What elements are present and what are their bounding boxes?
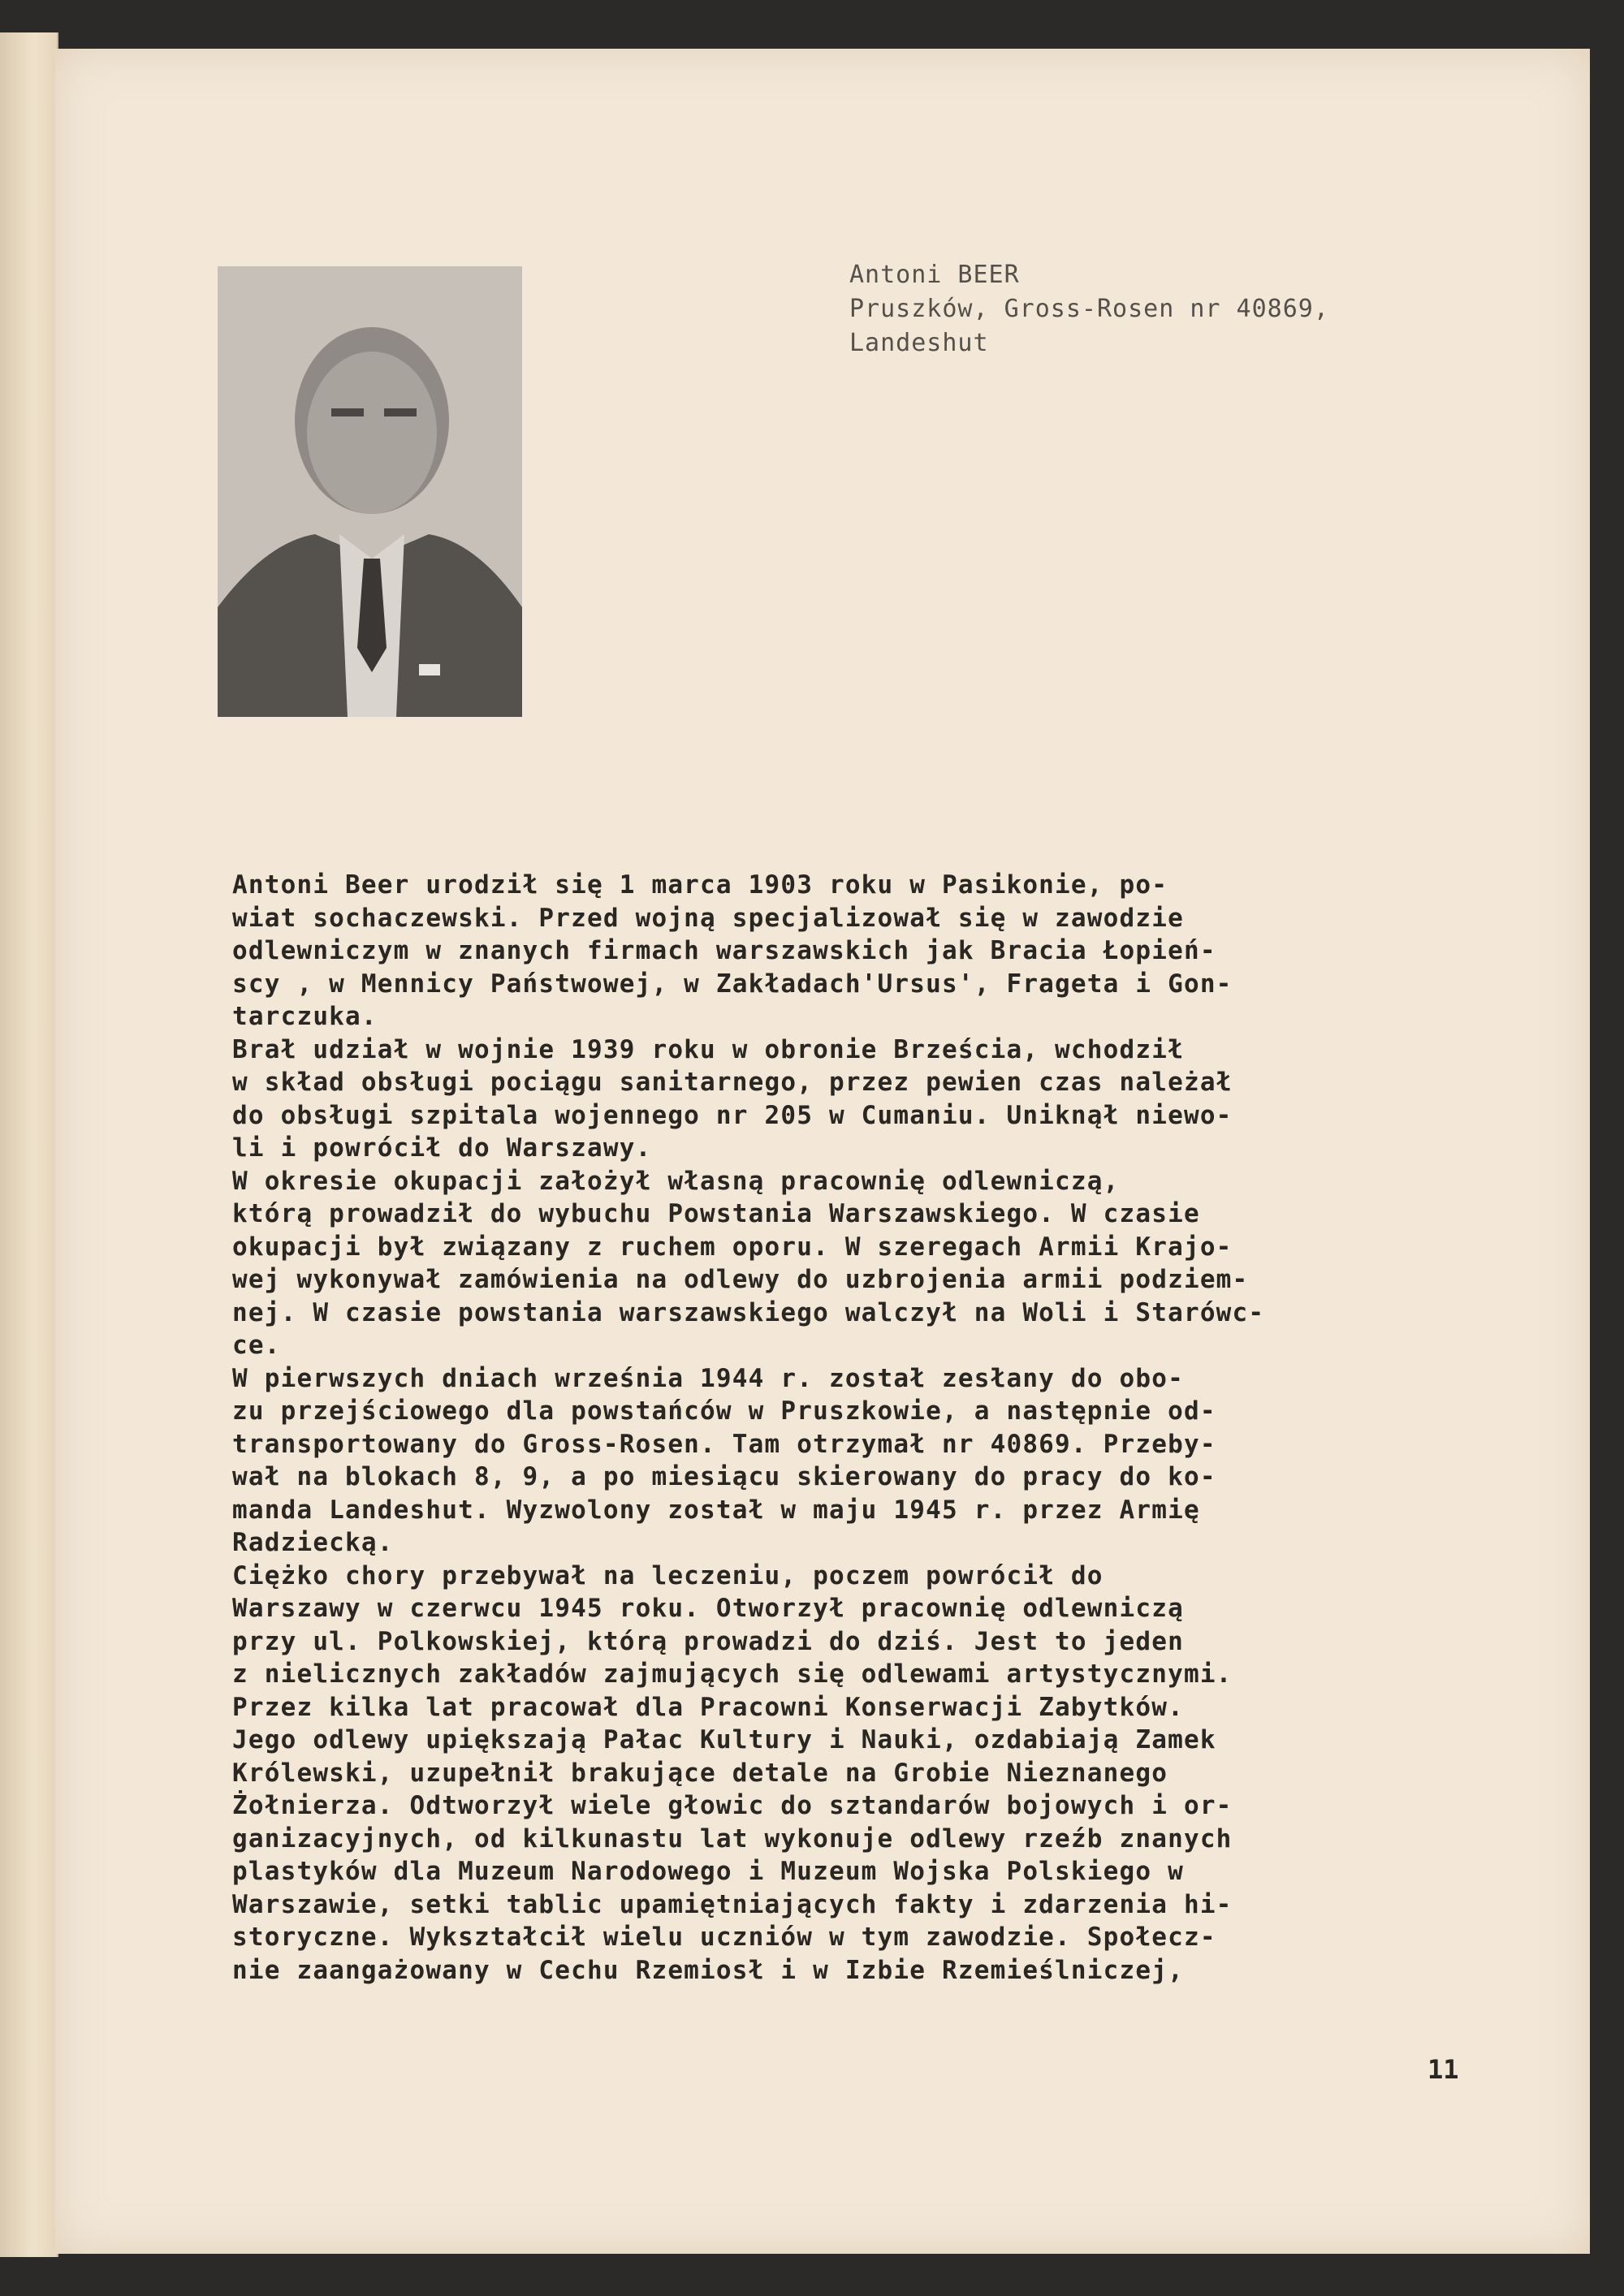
text-line: tarczuka. (232, 1002, 378, 1031)
text-line: W okresie okupacji założył własną pracownię odlewniczą, (232, 1166, 1120, 1196)
person-name: Antoni BEER (849, 261, 1020, 289)
document-header (849, 258, 1515, 360)
text-line: ganizacyjnych, od kilkunastu lat wykonuje odlewy rzeźb znanych (232, 1823, 1233, 1854)
text-line: Przez kilka lat pracował dla Pracowni Konserwacji Zabytków. (232, 1692, 1184, 1722)
text-line: Królewski, uzupełnił brakujące detale na Grobie Nieznanego (232, 1758, 1168, 1788)
text-line: storyczne. Wykształcił wielu uczniów w tym zawodzie. Społecz- (232, 1923, 1216, 1952)
camp-list: Pruszków, Gross-Rosen nr 40869, (849, 295, 1329, 323)
text-line: W pierwszych dniach września 1944 r. został zesłany do obo- (232, 1363, 1184, 1393)
text-line: Warszawie, setki tablic upamiętniających fakty i zdarzenia hi- (232, 1889, 1233, 1919)
text-line: przy ul. Polkowskiej, którą prowadzi do dziś. Jest to jeden (232, 1626, 1184, 1656)
text-line: Radziecką. (232, 1528, 394, 1557)
text-line: w skład obsługi pociągu sanitarnego, przez pewien czas należał (232, 1068, 1233, 1097)
text-line: li i powrócił do Warszawy. (232, 1133, 652, 1163)
portrait-image (218, 266, 522, 717)
text-line: plastyków dla Muzeum Narodowego i Muzeum Wojska Polskiego w (232, 1857, 1184, 1886)
text-line: scy , w Mennicy Państwowej, w Zakładach'Ursus', Frageta i Gon- (232, 969, 1233, 999)
text-line: Warszawy w czerwcu 1945 roku. Otworzył pracownię odlewniczą (232, 1594, 1184, 1623)
text-line: Jego odlewy upiększają Pałac Kultury i Nauki, ozdabiają Zamek (232, 1725, 1216, 1754)
camp-place: Landeshut (849, 329, 989, 357)
document-page (55, 49, 1590, 2254)
text-line: ce. (232, 1331, 281, 1360)
text-line: Ciężko chory przebywał na leczeniu, poczem powrócił do (232, 1560, 1104, 1590)
portrait-photo (218, 266, 522, 717)
text-line: nie zaangażowany w Cechu Rzemiosł i w Izbie Rzemieślniczej, (232, 1955, 1184, 1985)
page-stack-edge (0, 32, 58, 2257)
text-line: wej wykonywał zamówienia na odlewy do uzbrojenia armii podziem- (232, 1265, 1249, 1294)
text-line: transportowany do Gross-Rosen. Tam otrzymał nr 40869. Przeby- (232, 1429, 1216, 1459)
page-number: 11 (1427, 2054, 1459, 2085)
text-line: zu przejściowego dla powstańców w Pruszkowie, a następnie od- (232, 1396, 1216, 1426)
text-line: Żołnierza. Odtworzył wiele głowic do sztandarów bojowych i or- (232, 1791, 1233, 1820)
text-line: do obsługi szpitala wojennego nr 205 w Cumaniu. Uniknął niewo- (232, 1100, 1233, 1130)
text-line: odlewniczym w znanych firmach warszawskich jak Bracia Łopień- (232, 936, 1216, 965)
text-line: z nielicznych zakładów zajmujących się odlewami artystycznymi. (232, 1659, 1233, 1689)
text-line: wiat sochaczewski. Przed wojną specjalizował się w zawodzie (232, 903, 1184, 933)
text-line: okupacji był związany z ruchem oporu. W szeregach Armii Krajo- (232, 1232, 1233, 1262)
text-line: wał na blokach 8, 9, a po miesiącu skierowany do pracy do ko- (232, 1462, 1216, 1491)
text-line: manda Landeshut. Wyzwolony został w maju 1945 r. przez Armię (232, 1495, 1200, 1525)
text-line: Brał udział w wojnie 1939 roku w obronie Brześcia, wchodził (232, 1034, 1184, 1064)
text-line: którą prowadził do wybuchu Powstania Warszawskiego. W czasie (232, 1199, 1200, 1228)
text-line: nej. W czasie powstania warszawskiego walczył na Woli i Starówc- (232, 1297, 1265, 1327)
biography-text (232, 869, 1458, 1987)
text-line: Antoni Beer urodził się 1 marca 1903 roku w Pasikonie, po- (232, 870, 1168, 900)
